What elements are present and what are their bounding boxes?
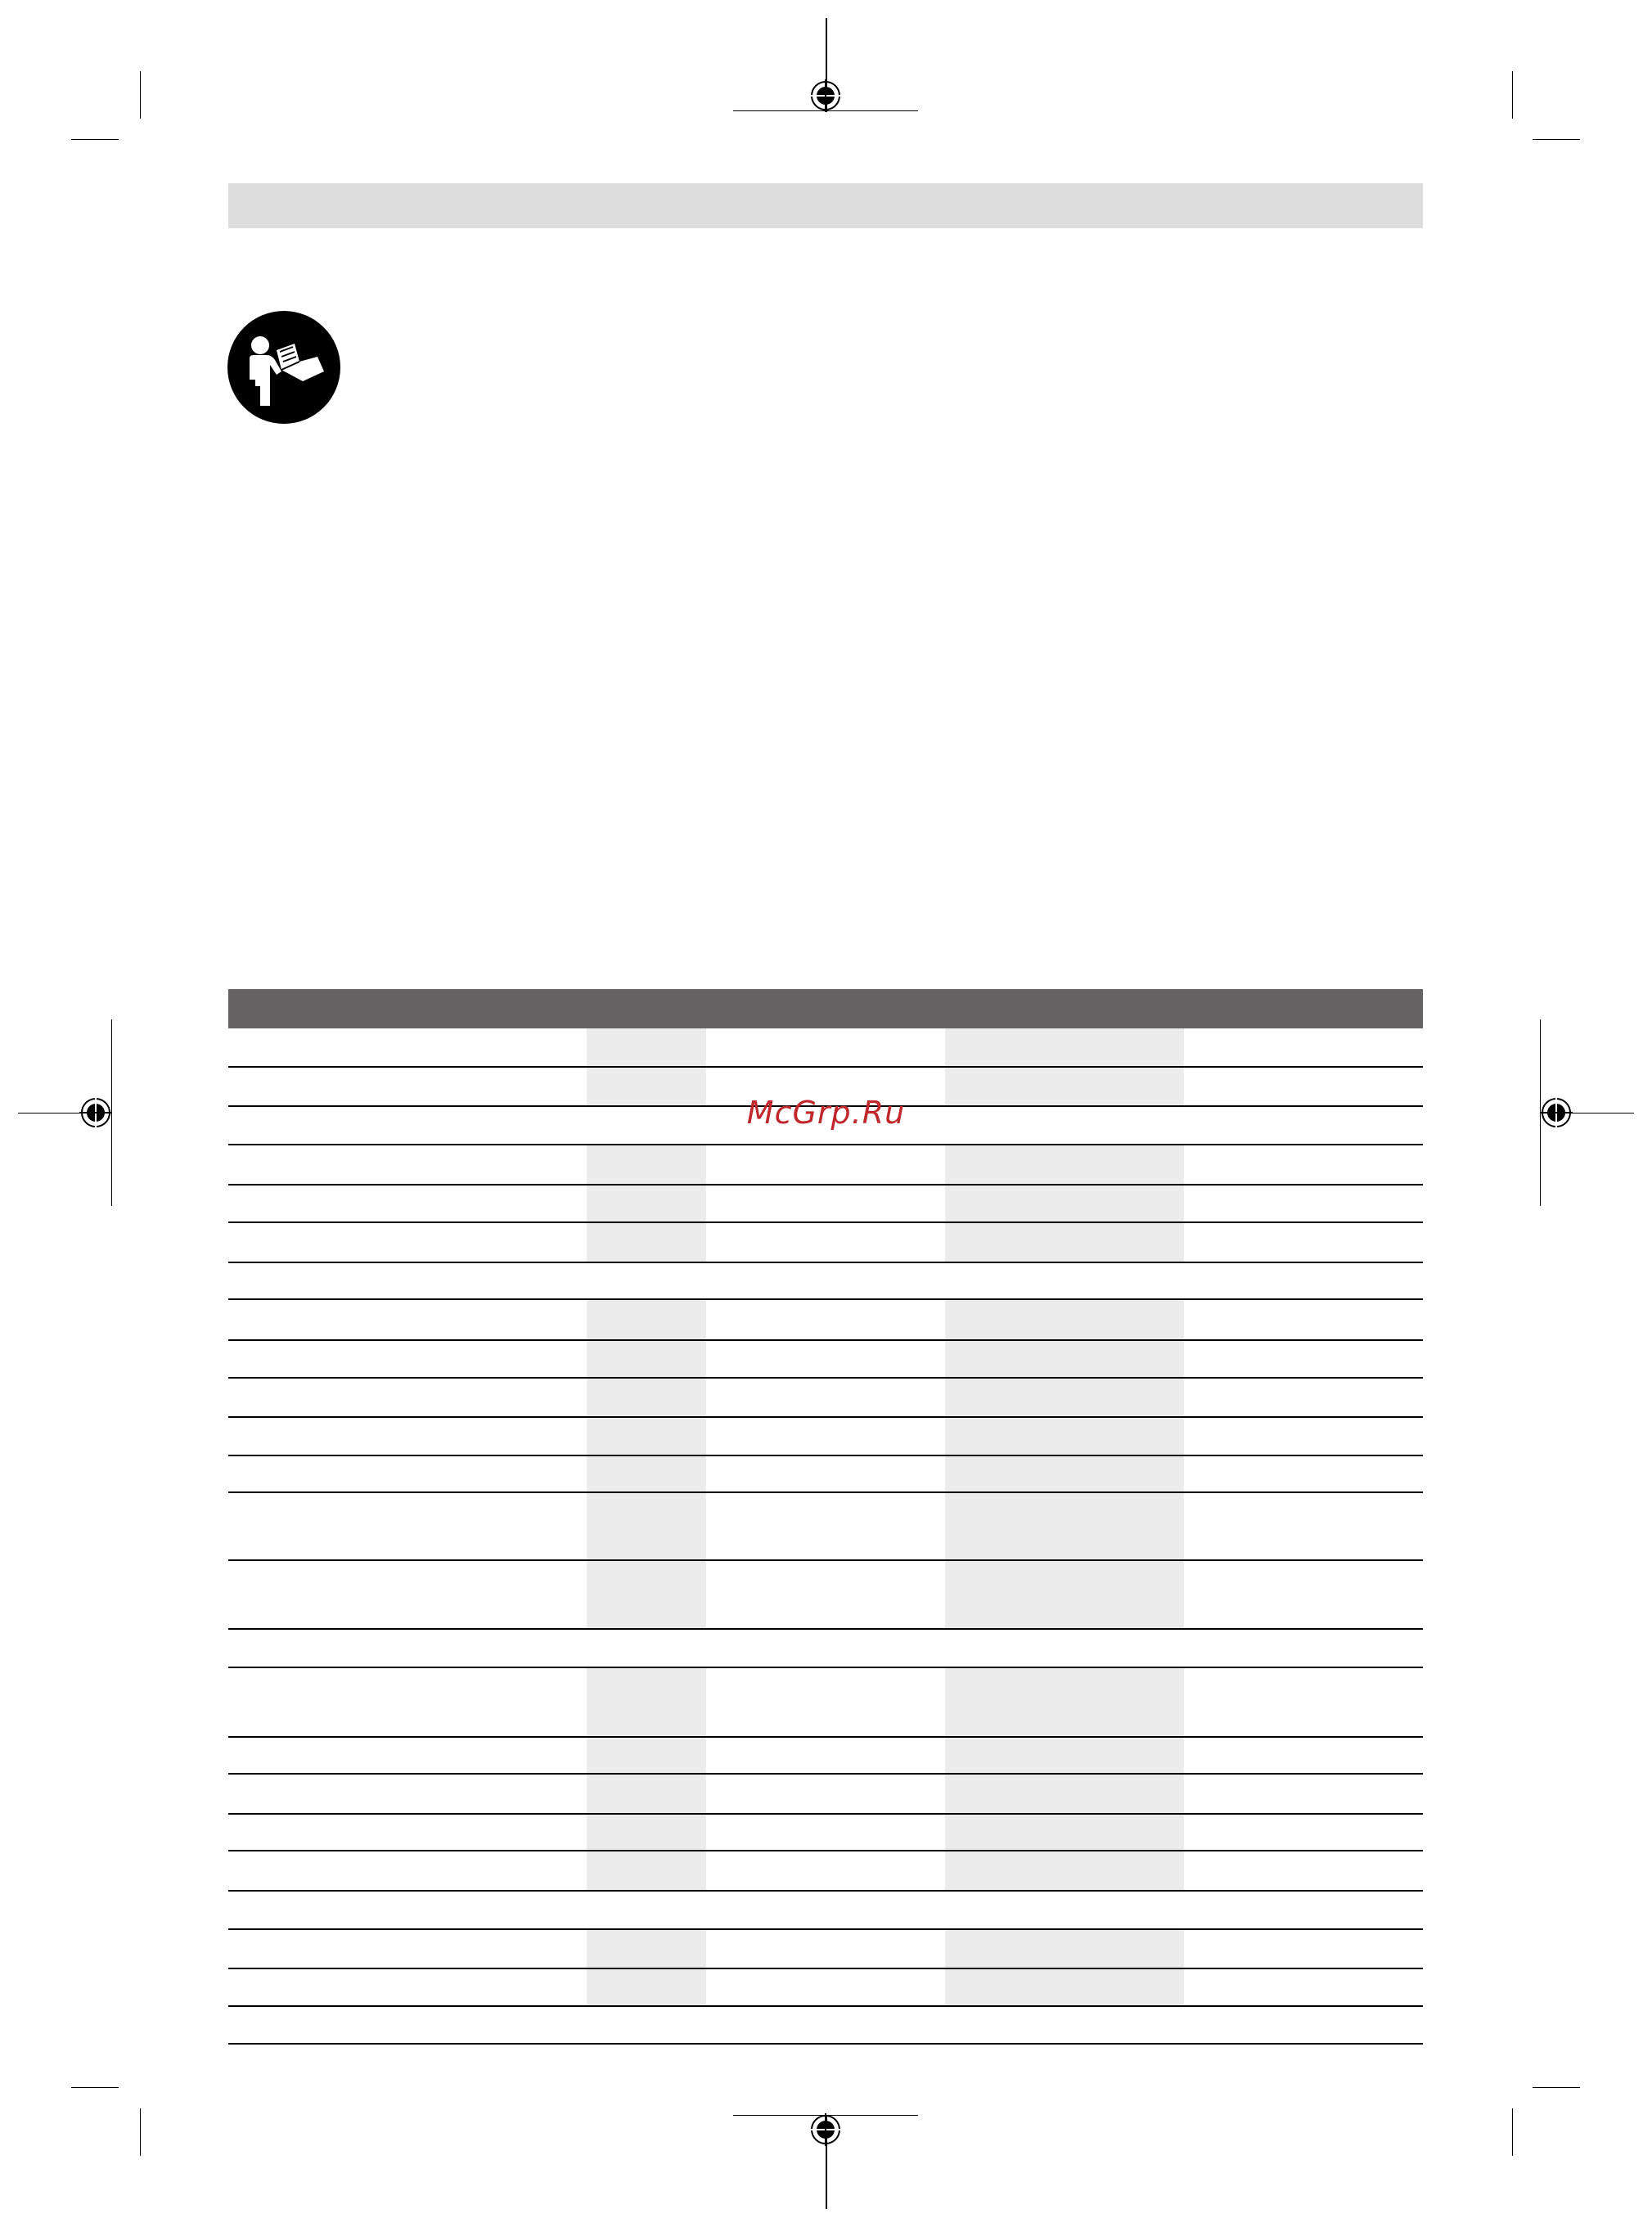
table-cell: [945, 1379, 1184, 1416]
table-cell: [945, 1341, 1184, 1377]
table-cell: [945, 1738, 1184, 1773]
crop-mark: [1512, 2108, 1513, 2156]
table-cell: [945, 1418, 1184, 1455]
table-row: [228, 1223, 1423, 1262]
table-row: [228, 1493, 1423, 1559]
table-cell: [587, 1775, 706, 1813]
table-row: [228, 1185, 1423, 1221]
table-cell: [587, 1815, 706, 1850]
table-row: [228, 1851, 1423, 1890]
registration-mark-icon: [809, 2113, 842, 2146]
crop-mark: [140, 71, 141, 119]
table-row: [228, 1630, 1423, 1667]
table-row: [228, 1379, 1423, 1416]
table-row: [228, 1775, 1423, 1813]
spec-table: [228, 989, 1423, 2045]
table-cell: [945, 1969, 1184, 2005]
table-cell: [587, 1930, 706, 1968]
table-row: [228, 1145, 1423, 1184]
crop-mark: [1533, 2087, 1580, 2088]
table-cell: [587, 1223, 706, 1262]
crop-mark: [1512, 71, 1513, 119]
crop-mark: [140, 2108, 141, 2156]
table-row: [228, 1815, 1423, 1850]
table-cell: [587, 1145, 706, 1184]
table-cell: [945, 1775, 1184, 1813]
table-cell: [587, 1561, 706, 1628]
registration-mark-icon: [809, 79, 842, 112]
table-cell: [945, 1815, 1184, 1850]
table-cell: [945, 1185, 1184, 1221]
watermark-text: McGrp.Ru: [746, 1095, 906, 1131]
table-row: [228, 1456, 1423, 1491]
table-row-divider: [228, 2043, 1423, 2045]
table-cell: [587, 1493, 706, 1559]
table-row: [228, 1892, 1423, 1928]
table-row: [228, 2007, 1423, 2043]
crop-mark: [71, 2087, 119, 2088]
table-header: [228, 989, 1423, 1028]
crop-mark: [71, 139, 119, 140]
table-cell: [587, 1456, 706, 1491]
table-row: [228, 1418, 1423, 1455]
table-cell: [587, 1300, 706, 1339]
table-cell: [945, 1028, 1184, 1066]
table-row: [228, 1300, 1423, 1339]
table-cell: [587, 1185, 706, 1221]
table-row: [228, 1561, 1423, 1628]
table-cell: [945, 1145, 1184, 1184]
table-row: [228, 1738, 1423, 1773]
table-cell: [945, 1930, 1184, 1968]
table-cell: [587, 1851, 706, 1890]
read-manual-icon: [227, 311, 340, 424]
table-cell: [587, 1418, 706, 1455]
crop-mark: [1533, 139, 1580, 140]
page-header-bar: [228, 183, 1423, 228]
table-cell: [945, 1223, 1184, 1262]
table-row: [228, 1263, 1423, 1298]
table-row: [228, 1341, 1423, 1377]
table-cell: [945, 1561, 1184, 1628]
table-row: [228, 1969, 1423, 2005]
table-cell: [945, 1300, 1184, 1339]
table-row: [228, 1930, 1423, 1968]
table-cell: [945, 1493, 1184, 1559]
table-cell: [945, 1668, 1184, 1736]
table-cell: [587, 1969, 706, 2005]
table-row: [228, 1028, 1423, 1066]
table-cell: [587, 1668, 706, 1736]
table-cell: [945, 1851, 1184, 1890]
table-cell: [587, 1379, 706, 1416]
table-row: [228, 1668, 1423, 1736]
table-cell: [587, 1341, 706, 1377]
table-cell: [945, 1456, 1184, 1491]
table-cell: [587, 1738, 706, 1773]
table-cell: [587, 1028, 706, 1066]
